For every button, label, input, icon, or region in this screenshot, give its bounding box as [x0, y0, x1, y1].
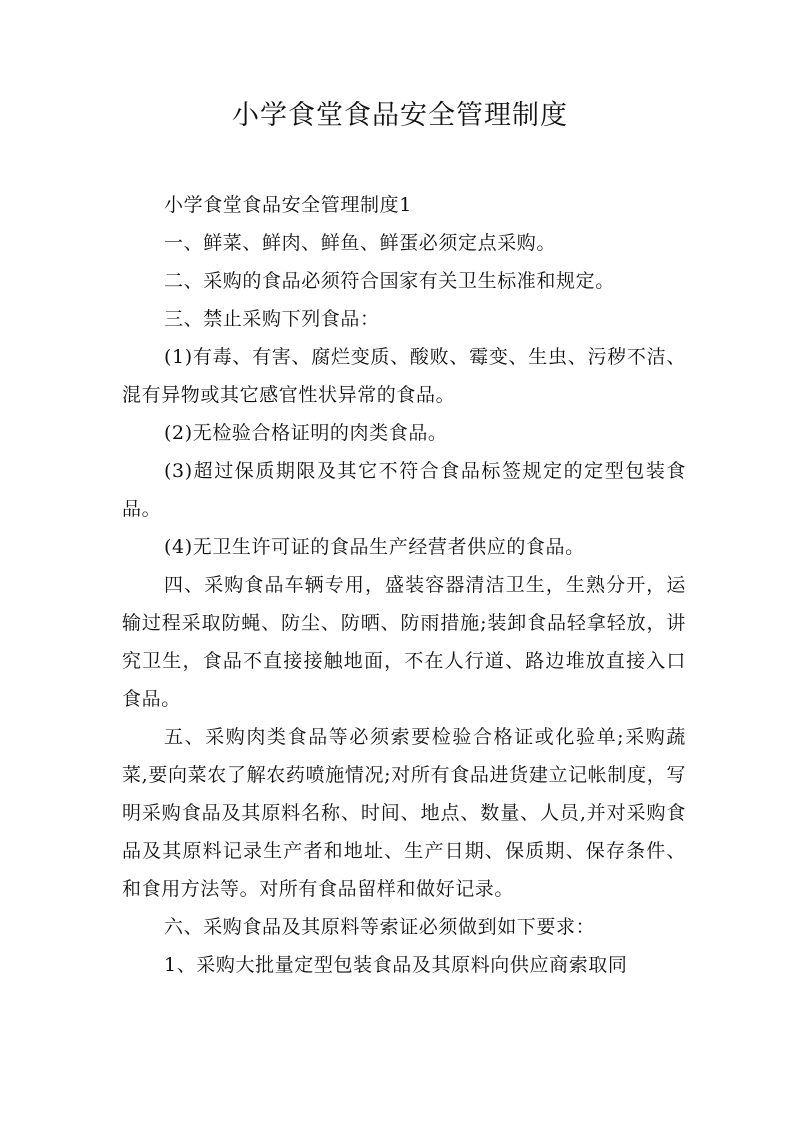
- paragraph-subitem-1: (1)有毒、有害、腐烂变质、酸败、霉变、生虫、污秽不洁、混有异物或其它感官性状异常的食品。: [122, 346, 686, 406]
- document-title: 小学食堂食品安全管理制度: [232, 100, 568, 131]
- paragraph-subitem-3: (3)超过保质期限及其它不符合食品标签规定的定型包装食品。: [122, 460, 686, 520]
- paragraph-item-3: 三、禁止采购下列食品：: [164, 308, 380, 330]
- paragraph-item-6: 六、采购食品及其原料等索证必须做到如下要求：: [164, 916, 596, 938]
- paragraph-item-5: 五、采购肉类食品等必须索要检验合格证或化验单;采购蔬菜,要向菜农了解农药喷施情况;对所有食品进货建立记帐制度，写明采购食品及其原料名称、时间、地点、数量、人员,并对采购食品及其原料记录生产者和地址、生产日期、保质期、保存条件、和食用方法等。对所有食品留样和做好记录。: [122, 726, 686, 900]
- document-body: [122, 186, 686, 984]
- paragraph-item-2: 二、采购的食品必须符合国家有关卫生标准和规定。: [164, 270, 615, 292]
- paragraph-subitem-2: (2)无检验合格证明的肉类食品。: [164, 422, 448, 444]
- paragraph-subitem-4: (4)无卫生许可证的食品生产经营者供应的食品。: [164, 536, 585, 558]
- paragraph-subtitle: 小学食堂食品安全管理制度1: [164, 194, 412, 216]
- paragraph-item-1: 一、鲜菜、鲜肉、鲜鱼、鲜蛋必须定点采购。: [164, 232, 557, 254]
- paragraph-numbered-1: 1、采购大批量定型包装食品及其原料向供应商索取同: [164, 954, 628, 976]
- paragraph-item-4: 四、采购食品车辆专用，盛装容器清洁卫生，生熟分开，运输过程采取防蝇、防尘、防晒、防雨措施;装卸食品轻拿轻放，讲究卫生，食品不直接接触地面，不在人行道、路边堆放直接入口食品。: [122, 574, 686, 710]
